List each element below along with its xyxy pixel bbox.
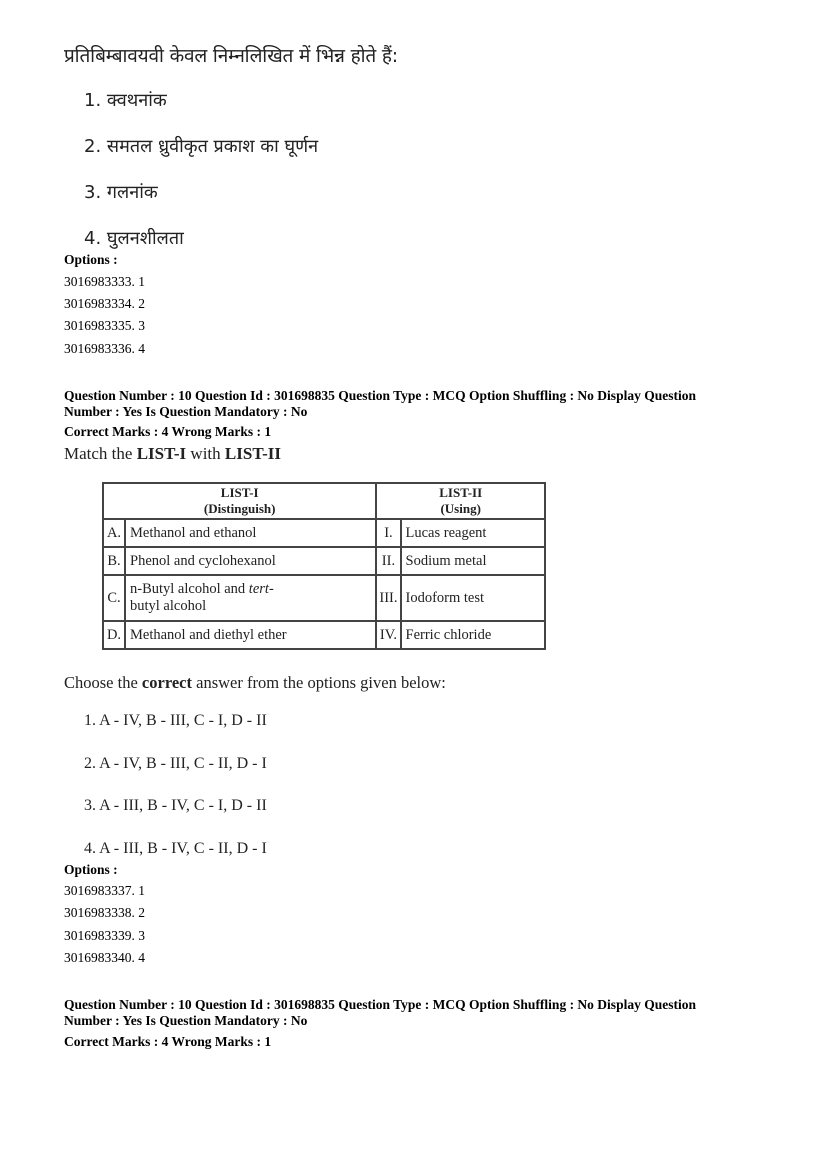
hindi-choice-3: 3. गलनांक xyxy=(84,182,158,203)
row-key: B. xyxy=(103,547,125,575)
question-stem-hindi: प्रतिबिम्बावयवी केवल निम्नलिखित में भिन्न होते हैं: xyxy=(64,45,398,67)
question-meta-line: Question Number : 10 Question Id : 301698835 Question Type : MCQ Option Shuffling : No Display Question xyxy=(64,388,696,403)
list2-title: LIST-II xyxy=(439,485,483,500)
cell-italic: tert xyxy=(248,581,269,597)
table-header-row xyxy=(103,483,545,519)
list1-subtitle: (Distinguish) xyxy=(203,501,276,516)
instruction-text: Match the xyxy=(64,444,137,463)
list2-subtitle: (Using) xyxy=(440,501,481,516)
instruction-list2: LIST-II xyxy=(224,444,281,463)
option-item: 3016983338. 2 xyxy=(64,905,145,920)
marks-line: Correct Marks : 4 Wrong Marks : 1 xyxy=(64,1034,272,1049)
options-label: Options : xyxy=(64,252,118,267)
instruction-bold: correct xyxy=(141,673,192,692)
option-item: 3016983336. 4 xyxy=(64,341,145,356)
cell-text: n-Butyl alcohol and xyxy=(130,581,249,597)
option-item: 3016983337. 1 xyxy=(64,883,145,898)
table-row xyxy=(103,621,545,649)
list2-cell: Lucas reagent xyxy=(401,519,545,547)
question-meta xyxy=(64,388,764,420)
hindi-choice-2: 2. समतल ध्रुवीकृत प्रकाश का घूर्णन xyxy=(84,136,319,157)
row-numeral: I. xyxy=(376,519,400,547)
instruction-list1: LIST-I xyxy=(136,444,187,463)
answer-choice-1: 1. A - IV, B - III, C - I, D - II xyxy=(84,712,267,729)
list2-header xyxy=(376,483,545,519)
list1-cell: Phenol and cyclohexanol xyxy=(125,547,376,575)
list2-cell: Ferric chloride xyxy=(401,621,545,649)
choose-instruction xyxy=(64,673,446,693)
option-item: 3016983335. 3 xyxy=(64,318,145,333)
row-numeral: III. xyxy=(376,575,400,621)
cell-text: butyl alcohol xyxy=(130,598,207,614)
list1-cell: Methanol and ethanol xyxy=(125,519,376,547)
question-meta-line: Number : Yes Is Question Mandatory : No xyxy=(64,404,308,419)
question-meta-line: Number : Yes Is Question Mandatory : No xyxy=(64,1013,308,1028)
question-meta xyxy=(64,997,764,1029)
list2-cell: Iodoform test xyxy=(401,575,545,621)
instruction-text: with xyxy=(186,444,225,463)
table-row xyxy=(103,519,545,547)
cell-text: - xyxy=(268,581,274,597)
table-row xyxy=(103,575,545,621)
match-instruction xyxy=(64,444,281,464)
instruction-text: answer from the options given below: xyxy=(192,673,446,692)
row-key: C. xyxy=(103,575,125,621)
marks-line: Correct Marks : 4 Wrong Marks : 1 xyxy=(64,424,272,439)
list1-cell: Methanol and diethyl ether xyxy=(125,621,376,649)
list1-title: LIST-I xyxy=(220,485,259,500)
answer-choice-2: 2. A - IV, B - III, C - II, D - I xyxy=(84,755,267,772)
options-label: Options : xyxy=(64,862,118,877)
list1-cell xyxy=(125,575,376,621)
hindi-choice-4: 4. घुलनशीलता xyxy=(84,228,184,249)
list1-header xyxy=(103,483,376,519)
table-row xyxy=(103,547,545,575)
question-meta-line: Question Number : 10 Question Id : 301698835 Question Type : MCQ Option Shuffling : No Display Question xyxy=(64,997,696,1012)
match-table xyxy=(102,482,546,650)
row-numeral: II. xyxy=(376,547,400,575)
hindi-choice-1: 1. क्वथनांक xyxy=(84,90,167,111)
answer-choice-4: 4. A - III, B - IV, C - II, D - I xyxy=(84,840,267,857)
instruction-text: Choose the xyxy=(64,673,142,692)
list2-cell: Sodium metal xyxy=(401,547,545,575)
row-key: A. xyxy=(103,519,125,547)
answer-choice-3: 3. A - III, B - IV, C - I, D - II xyxy=(84,797,267,814)
row-key: D. xyxy=(103,621,125,649)
option-item: 3016983334. 2 xyxy=(64,296,145,311)
row-numeral: IV. xyxy=(376,621,400,649)
option-item: 3016983339. 3 xyxy=(64,928,145,943)
option-item: 3016983333. 1 xyxy=(64,274,145,289)
option-item: 3016983340. 4 xyxy=(64,950,145,965)
